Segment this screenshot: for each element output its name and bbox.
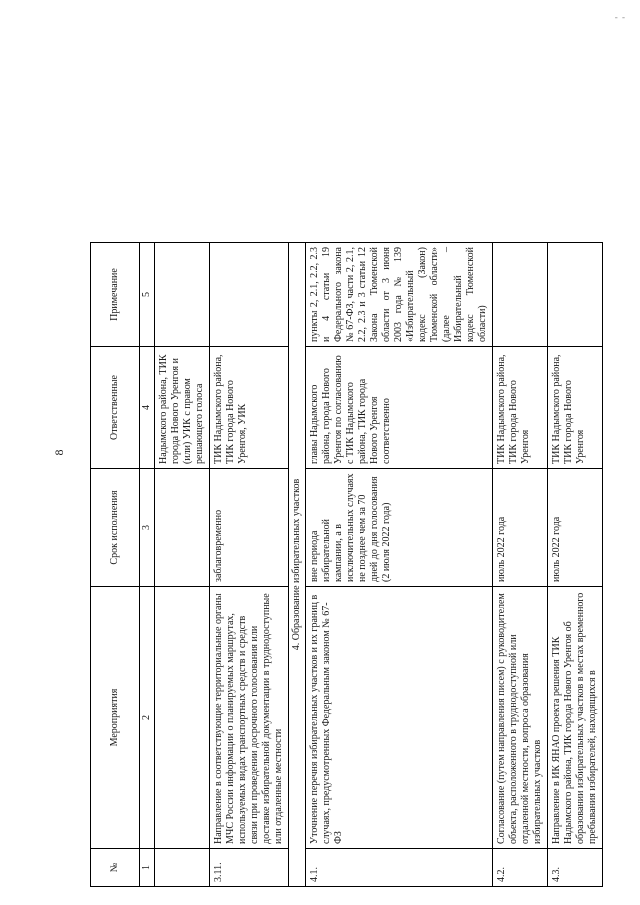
- table-row: [155, 243, 210, 887]
- row-note: [210, 243, 289, 347]
- table-header-row: [91, 243, 140, 887]
- row-number: [155, 849, 210, 887]
- row-number: 3.11.: [210, 849, 289, 887]
- row-note: [548, 243, 603, 347]
- row-note: [493, 243, 548, 347]
- row-deadline: июль 2022 года: [548, 469, 603, 587]
- row-deadline: заблаговременно: [210, 469, 289, 587]
- table-row: [306, 243, 493, 887]
- table-row: [210, 243, 289, 887]
- section-heading: 4. Образование избирательных участков: [289, 243, 306, 887]
- header-deadline: Срок исполнения: [91, 469, 140, 587]
- row-number: 4.1.: [306, 849, 493, 887]
- table-row: [548, 243, 603, 887]
- row-event: Согласование (путем направления писем) с руководителем объекта, расположенного в труднодоступной или отдаленной местности, вопроса образования избирательных участков: [493, 587, 548, 849]
- events-table: [90, 242, 603, 887]
- row-responsible: Надымского района, ТИК города Нового Уренгоя и (или) УИК с правом решающего голоса: [155, 347, 210, 469]
- row-deadline: вне периода избирательной кампании, а в исключительных случаях не позднее чем за 70 дней до дня голосования (2 июля 2022 года): [306, 469, 493, 587]
- column-index-row: [140, 243, 155, 887]
- row-event: Направление в ИК ЯНАО проекта решения ТИК Надымского района, ТИК города Нового Уренгоя об образовании избирательных участков в местах временного пребывания избирателей, находящихся в: [548, 587, 603, 849]
- index-cell: 3: [140, 469, 155, 587]
- header-responsible: Ответственные: [91, 347, 140, 469]
- header-number: №: [91, 849, 140, 887]
- index-cell: 2: [140, 587, 155, 849]
- header-events: Мероприятия: [91, 587, 140, 849]
- index-cell: 4: [140, 347, 155, 469]
- page-number: 8: [52, 449, 66, 456]
- header-note: Примечание: [91, 243, 140, 347]
- row-event: Уточнение перечня избирательных участков и их границ в случаях, предусмотренных Федеральным законом № 67-ФЗ: [306, 587, 493, 849]
- row-note: пункты 2, 2.1, 2.2, 2.3 и 4 статьи 19 Федерального закона № 67-ФЗ, части 2, 2.1, 2.2, 2.3 и 3 статьи 12 Закона Тюменской области от 3 июня 2003 года № 139 «Избирательный кодекс (Закон) Тюменской области» (далее – Избирательный кодекс Тюменской области): [306, 243, 493, 347]
- corner-mark: - -: [614, 12, 626, 22]
- row-note: [155, 243, 210, 347]
- row-deadline: июль 2022 года: [493, 469, 548, 587]
- row-responsible: ТИК Надымского района, ТИК города Нового Уренгоя: [548, 347, 603, 469]
- row-event: [155, 587, 210, 849]
- table-row: [493, 243, 548, 887]
- row-responsible: ТИК Надымского района, ТИК города Нового Уренгоя, УИК: [210, 347, 289, 469]
- row-responsible: главы Надымского района, города Нового Уренгоя по согласованию с ТИК Надымского района, ТИК города Нового Уренгоя соответственно: [306, 347, 493, 469]
- row-number: 4.2.: [493, 849, 548, 887]
- row-deadline: [155, 469, 210, 587]
- index-cell: 5: [140, 243, 155, 347]
- index-cell: 1: [140, 849, 155, 887]
- section-heading-row: [289, 243, 306, 887]
- row-number: 4.3.: [548, 849, 603, 887]
- row-event: Направление в соответствующие территориальные органы МЧС России информации о планируемых маршрутах, используемых видах транспортных средств и средств связи при проведении досрочного голосования или доставке избирательной документации в труднодоступные или отдаленные местности: [210, 587, 289, 849]
- row-responsible: ТИК Надымского района, ТИК города Нового Уренгоя: [493, 347, 548, 469]
